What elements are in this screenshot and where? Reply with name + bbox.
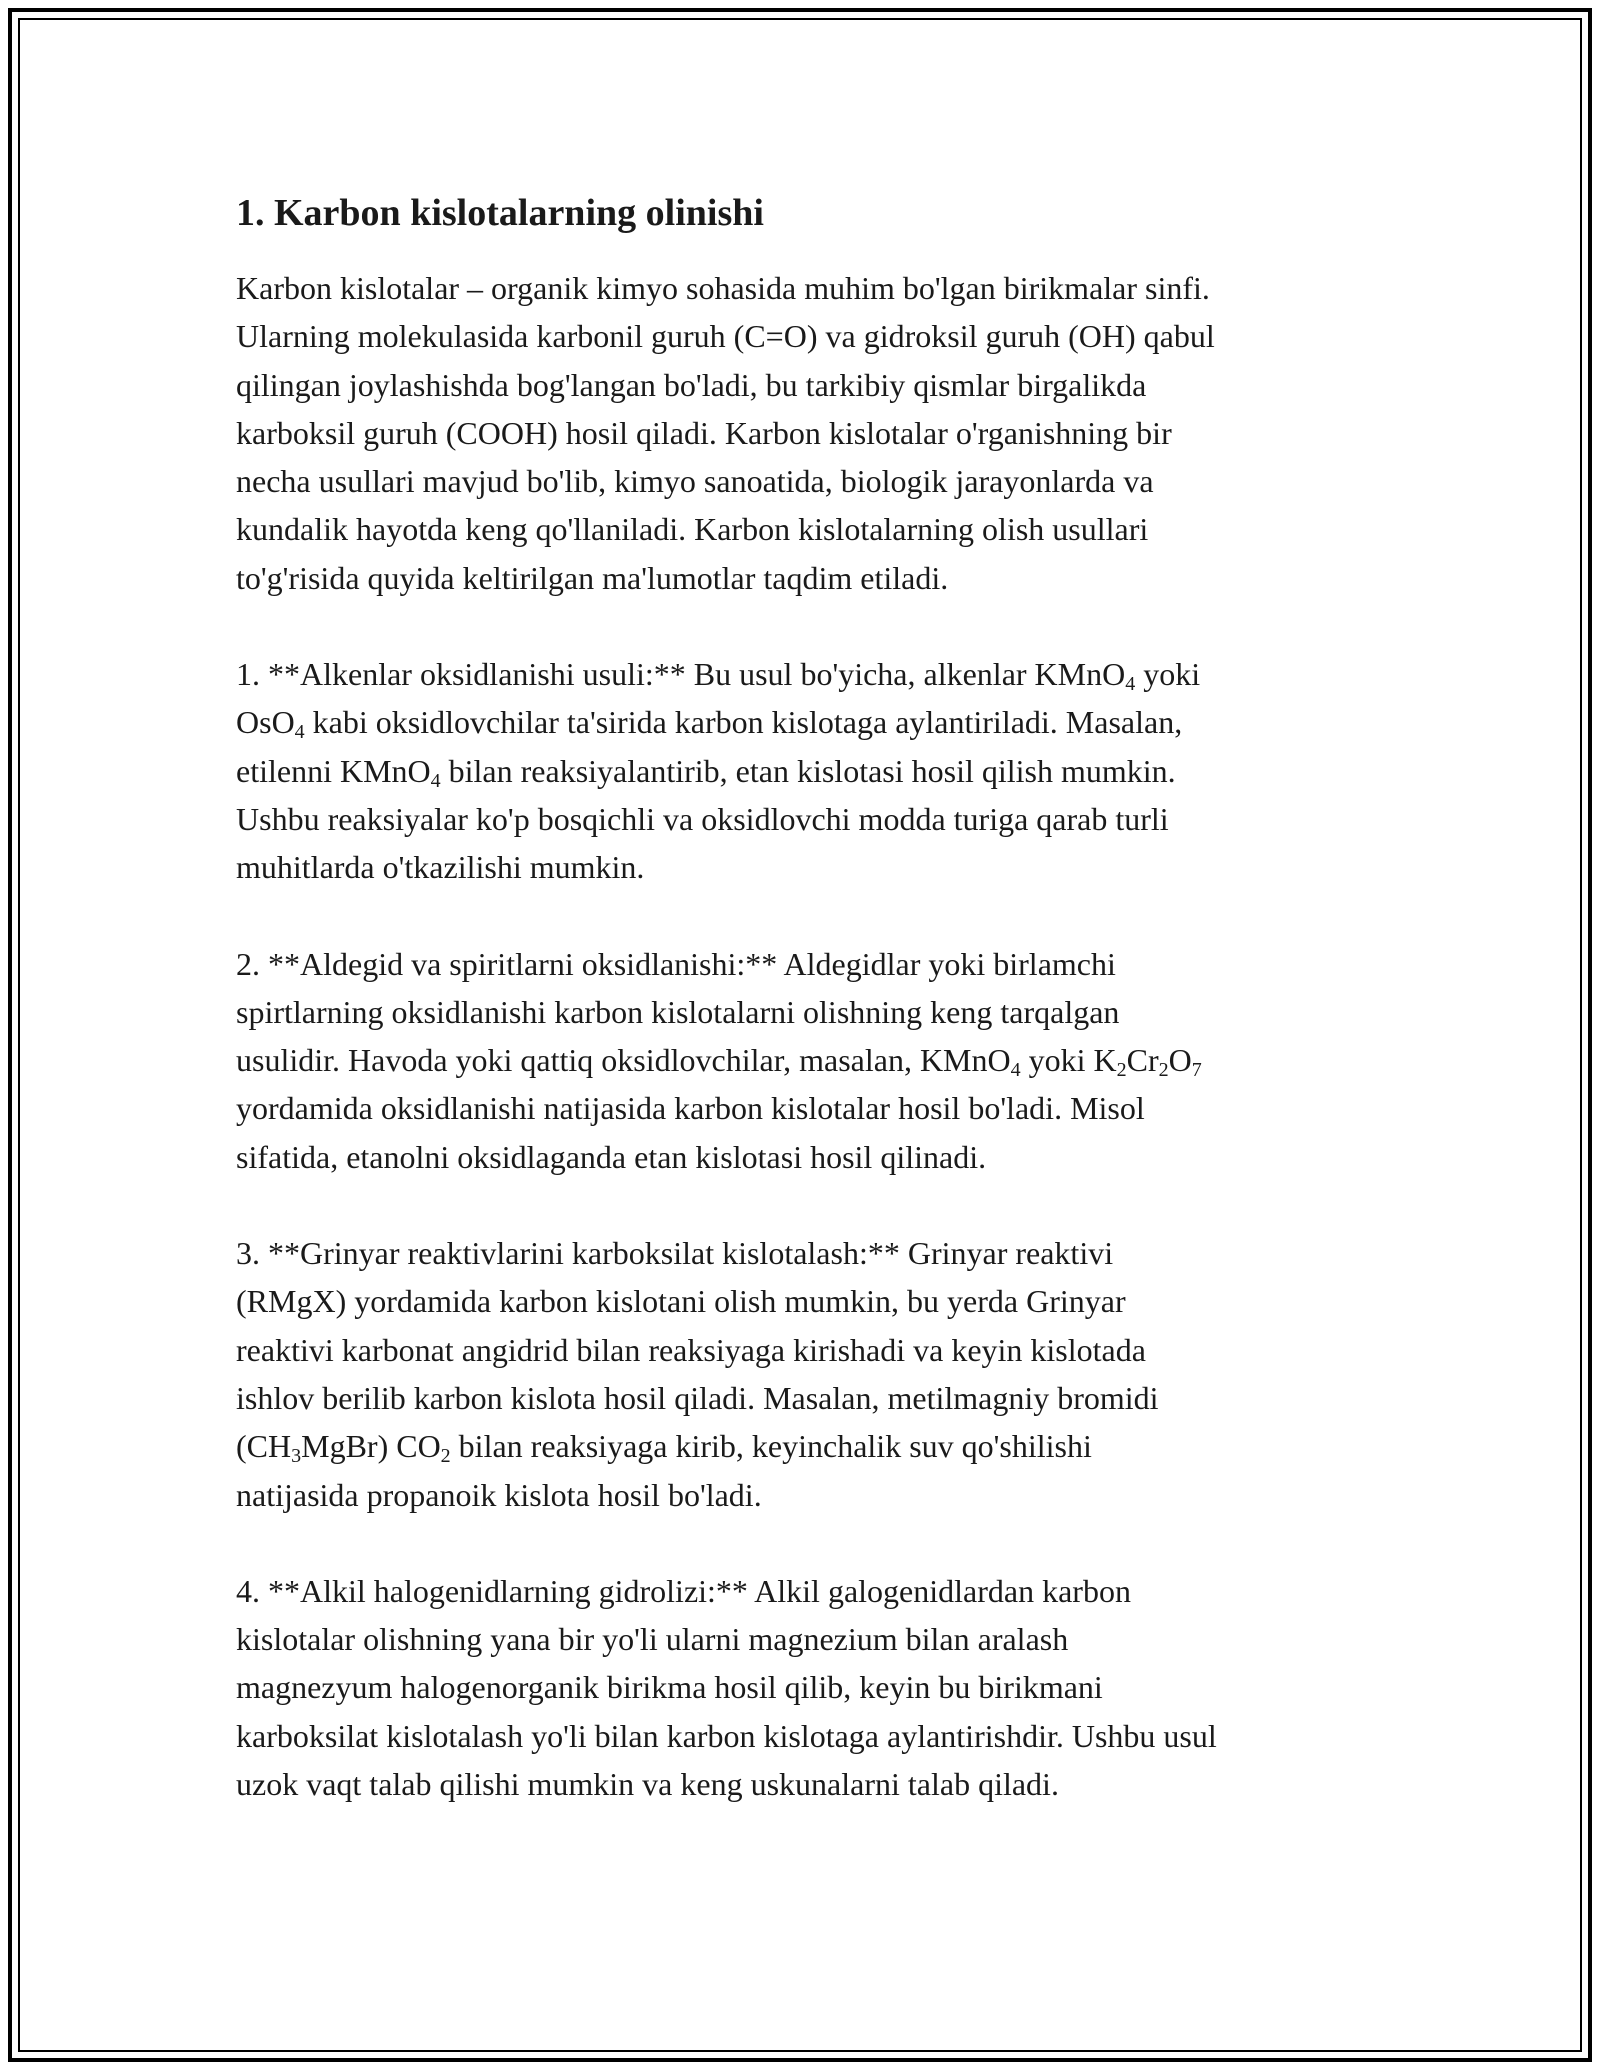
text-run: yoki K [1020, 1042, 1117, 1079]
text-run: natijasida propanoik kislota hosil bo'ladi. [236, 1476, 762, 1513]
text-run: O [1168, 1042, 1192, 1079]
text-line [236, 1663, 1386, 1711]
paragraph [236, 264, 1386, 602]
text-run: muhitlarda o'tkazilishi mumkin. [236, 849, 645, 886]
text-run: 1. **Alkenlar oksidlanishi usuli:** Bu usul bo'yicha, alkenlar KMnO [236, 656, 1126, 693]
text-line [236, 1326, 1386, 1374]
text-line [236, 312, 1386, 360]
paragraph [236, 1567, 1386, 1808]
text-run: yordamida oksidlanishi natijasida karbon kislotalar hosil bo'ladi. Misol [236, 1090, 1145, 1127]
subscript: 4 [294, 721, 305, 744]
text-run: yoki [1135, 656, 1201, 693]
text-run: 4. **Alkil halogenidlarning gidrolizi:** Alkil galogenidlardan karbon [236, 1572, 1131, 1609]
text-line [236, 264, 1386, 312]
text-run: magnezyum halogenorganik birikma hosil qilib, keyin bu birikmani [236, 1669, 1103, 1706]
text-line [236, 1422, 1386, 1470]
paragraph [236, 1229, 1386, 1519]
text-line [236, 1712, 1386, 1760]
text-run: 2. **Aldegid va spiritlarni oksidlanishi:** Aldegidlar yoki birlamchi [236, 945, 1116, 982]
text-line [236, 698, 1386, 746]
text-run: ishlov berilib karbon kislota hosil qiladi. Masalan, metilmagniy bromidi [236, 1379, 1159, 1416]
text-run: kabi oksidlovchilar ta'sirida karbon kislotaga aylantiriladi. Masalan, [304, 704, 1183, 741]
text-line [236, 505, 1386, 553]
text-line [236, 1471, 1386, 1519]
text-run: to'g'risida quyida keltirilgan ma'lumotlar taqdim etiladi. [236, 559, 949, 596]
text-line [236, 650, 1386, 698]
text-line [236, 1374, 1386, 1422]
text-run: Ularning molekulasida karbonil guruh (C=O) va gidroksil guruh (OH) qabul [236, 318, 1215, 355]
subscript: 2 [1158, 1059, 1169, 1082]
document-body [236, 184, 1386, 1856]
text-run: karboksil guruh (COOH) hosil qiladi. Karbon kislotalar o'rganishning bir [236, 414, 1172, 451]
text-run: sifatida, etanolni oksidlaganda etan kislotasi hosil qilinadi. [236, 1138, 987, 1175]
text-line [236, 747, 1386, 795]
text-run: qilingan joylashishda bog'langan bo'ladi, bu tarkibiy qismlar birgalikda [236, 366, 1147, 403]
text-run: kislotalar olishning yana bir yo'li ularni magnezium bilan aralash [236, 1621, 1069, 1658]
text-line [236, 843, 1386, 891]
text-run: (RMgX) yordamida karbon kislotani olish mumkin, bu yerda Grinyar [236, 1283, 1126, 1320]
text-run: bilan reaksiyalantirib, etan kislotasi hosil qilish mumkin. [440, 752, 1176, 789]
text-line [236, 1615, 1386, 1663]
text-run: MgBr) CO [301, 1428, 441, 1465]
subscript: 7 [1191, 1059, 1202, 1082]
subscript: 2 [1116, 1059, 1127, 1082]
text-run: uzok vaqt talab qilishi mumkin va keng uskunalarni talab qiladi. [236, 1766, 1059, 1803]
subscript: 4 [430, 769, 441, 792]
text-line [236, 554, 1386, 602]
text-line [236, 1133, 1386, 1181]
section-heading: 1. Karbon kislotalarning olinishi [236, 192, 764, 234]
subscript: 2 [440, 1445, 451, 1468]
text-line [236, 940, 1386, 988]
text-line [236, 1036, 1386, 1084]
text-line [236, 1760, 1386, 1808]
text-line [236, 1084, 1386, 1132]
paragraph [236, 940, 1386, 1181]
text-run: Karbon kislotalar – organik kimyo sohasida muhim bo'lgan birikmalar sinfi. [236, 270, 1210, 306]
text-line [236, 457, 1386, 505]
paragraph-list [236, 264, 1386, 1808]
text-line [236, 1567, 1386, 1615]
paragraph [236, 650, 1386, 891]
text-line [236, 795, 1386, 843]
text-run: usulidir. Havoda yoki qattiq oksidlovchilar, masalan, KMnO [236, 1042, 1011, 1079]
text-run: spirtlarning oksidlanishi karbon kislotalarni olishning keng tarqalgan [236, 993, 1120, 1030]
text-run: Cr [1126, 1042, 1159, 1079]
text-line [236, 988, 1386, 1036]
text-run: etilenni KMnO [236, 752, 431, 789]
text-line [236, 409, 1386, 457]
text-run: reaktivi karbonat angidrid bilan reaksiyaga kirishadi va keyin kislotada [236, 1331, 1146, 1368]
text-line [236, 1277, 1386, 1325]
text-line [236, 1229, 1386, 1277]
subscript: 3 [291, 1445, 302, 1468]
text-run: Ushbu reaksiyalar ko'p bosqichli va oksidlovchi modda turiga qarab turli [236, 800, 1169, 837]
text-run: kundalik hayotda keng qo'llaniladi. Karbon kislotalarning olish usullari [236, 511, 1149, 548]
text-run: OsO [236, 704, 295, 741]
text-run: (CH [236, 1428, 292, 1465]
text-run: karboksilat kislotalash yo'li bilan karbon kislotaga aylantirishdir. Ushbu usul [236, 1717, 1217, 1754]
subscript: 4 [1125, 673, 1136, 696]
text-line [236, 361, 1386, 409]
subscript: 4 [1010, 1059, 1021, 1082]
text-run: necha usullari mavjud bo'lib, kimyo sanoatida, biologik jarayonlarda va [236, 463, 1154, 500]
text-run: bilan reaksiyaga kirib, keyinchalik suv qo'shilishi [450, 1428, 1092, 1465]
text-run: 3. **Grinyar reaktivlarini karboksilat kislotalash:** Grinyar reaktivi [236, 1235, 1114, 1272]
